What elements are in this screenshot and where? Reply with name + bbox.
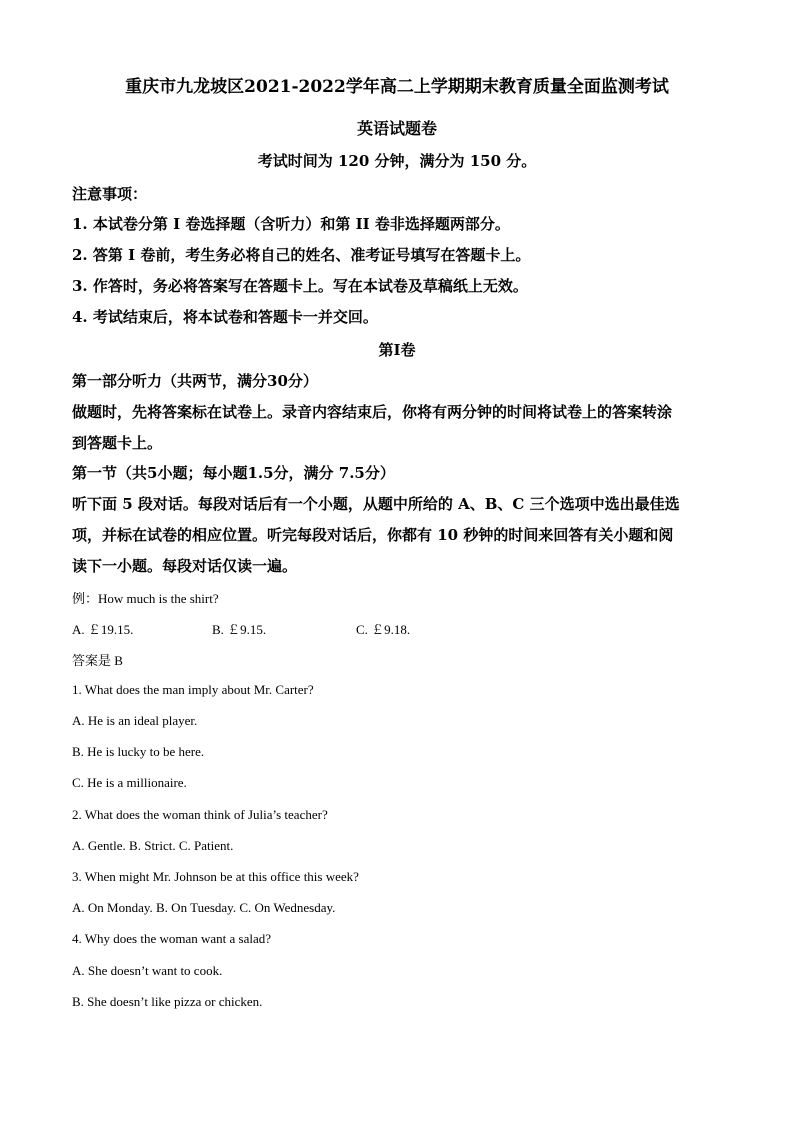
part1-instruction: 做题时，先将答案标在试卷上。录音内容结束后，你将有两分钟的时间将试卷上的答案转涂 (72, 403, 673, 421)
example-option-a: A. ￡19.15. (72, 622, 134, 637)
part1-heading: 第一部分听力（共两节，满分30分） (72, 372, 318, 390)
example-question: 例：How much is the shirt? (72, 591, 219, 606)
section1-instruction: 听下面 5 段对话。每段对话后有一个小题，从题中所给的 A、B、C 三个选项中选出最佳选 (72, 495, 680, 513)
note-item: 3. 作答时，务必将答案写在答题卡上。写在本试卷及草稿纸上无效。 (72, 277, 528, 295)
question-2-options: A. Gentle. B. Strict. C. Patient. (72, 838, 234, 853)
question-1: 1. What does the man imply about Mr. Carter? (72, 682, 314, 697)
exam-subject: 英语试题卷 (356, 119, 437, 138)
note-item: 4. 考试结束后，将本试卷和答题卡一并交回。 (72, 308, 378, 326)
volume-heading: 第Ⅰ卷 (378, 341, 416, 359)
question-1-option-b: B. He is lucky to be here. (72, 744, 205, 759)
section1-instruction: 项，并标在试卷的相应位置。听完每段对话后，你都有 10 秒钟的时间来回答有关小题和阅 (72, 526, 674, 544)
section1-heading: 第一节（共5小题；每小题1.5分，满分 7.5分） (72, 464, 395, 482)
question-4-option-a: A. She doesn’t want to cook. (72, 963, 223, 978)
example-options (72, 619, 722, 638)
question-3: 3. When might Mr. Johnson be at this office this week? (72, 869, 359, 884)
section1-instruction: 读下一小题。每段对话仅读一遍。 (72, 557, 298, 575)
part1-instruction: 到答题卡上。 (72, 434, 163, 452)
notes-heading: 注意事项： (72, 185, 148, 203)
question-2: 2. What does the woman think of Julia’s teacher? (72, 807, 328, 822)
question-4-option-b: B. She doesn’t like pizza or chicken. (72, 994, 263, 1009)
question-1-option-a: A. He is an ideal player. (72, 713, 198, 728)
exam-time-info: 考试时间为 120 分钟，满分为 150 分。 (257, 152, 537, 170)
example-option-c: C. ￡9.18. (356, 622, 411, 637)
example-answer: 答案是 B (72, 653, 123, 668)
question-3-options: A. On Monday. B. On Tuesday. C. On Wednesday. (72, 900, 336, 915)
question-4: 4. Why does the woman want a salad? (72, 931, 272, 946)
exam-title: 重庆市九龙坡区2021-2022学年高二上学期期末教育质量全面监测考试 (125, 77, 669, 97)
example-option-b: B. ￡9.15. (212, 622, 267, 637)
question-1-option-c: C. He is a millionaire. (72, 775, 187, 790)
note-item: 1. 本试卷分第 I 卷选择题（含听力）和第 II 卷非选择题两部分。 (72, 215, 510, 233)
note-item: 2. 答第 I 卷前，考生务必将自己的姓名、准考证号填写在答题卡上。 (72, 246, 531, 264)
